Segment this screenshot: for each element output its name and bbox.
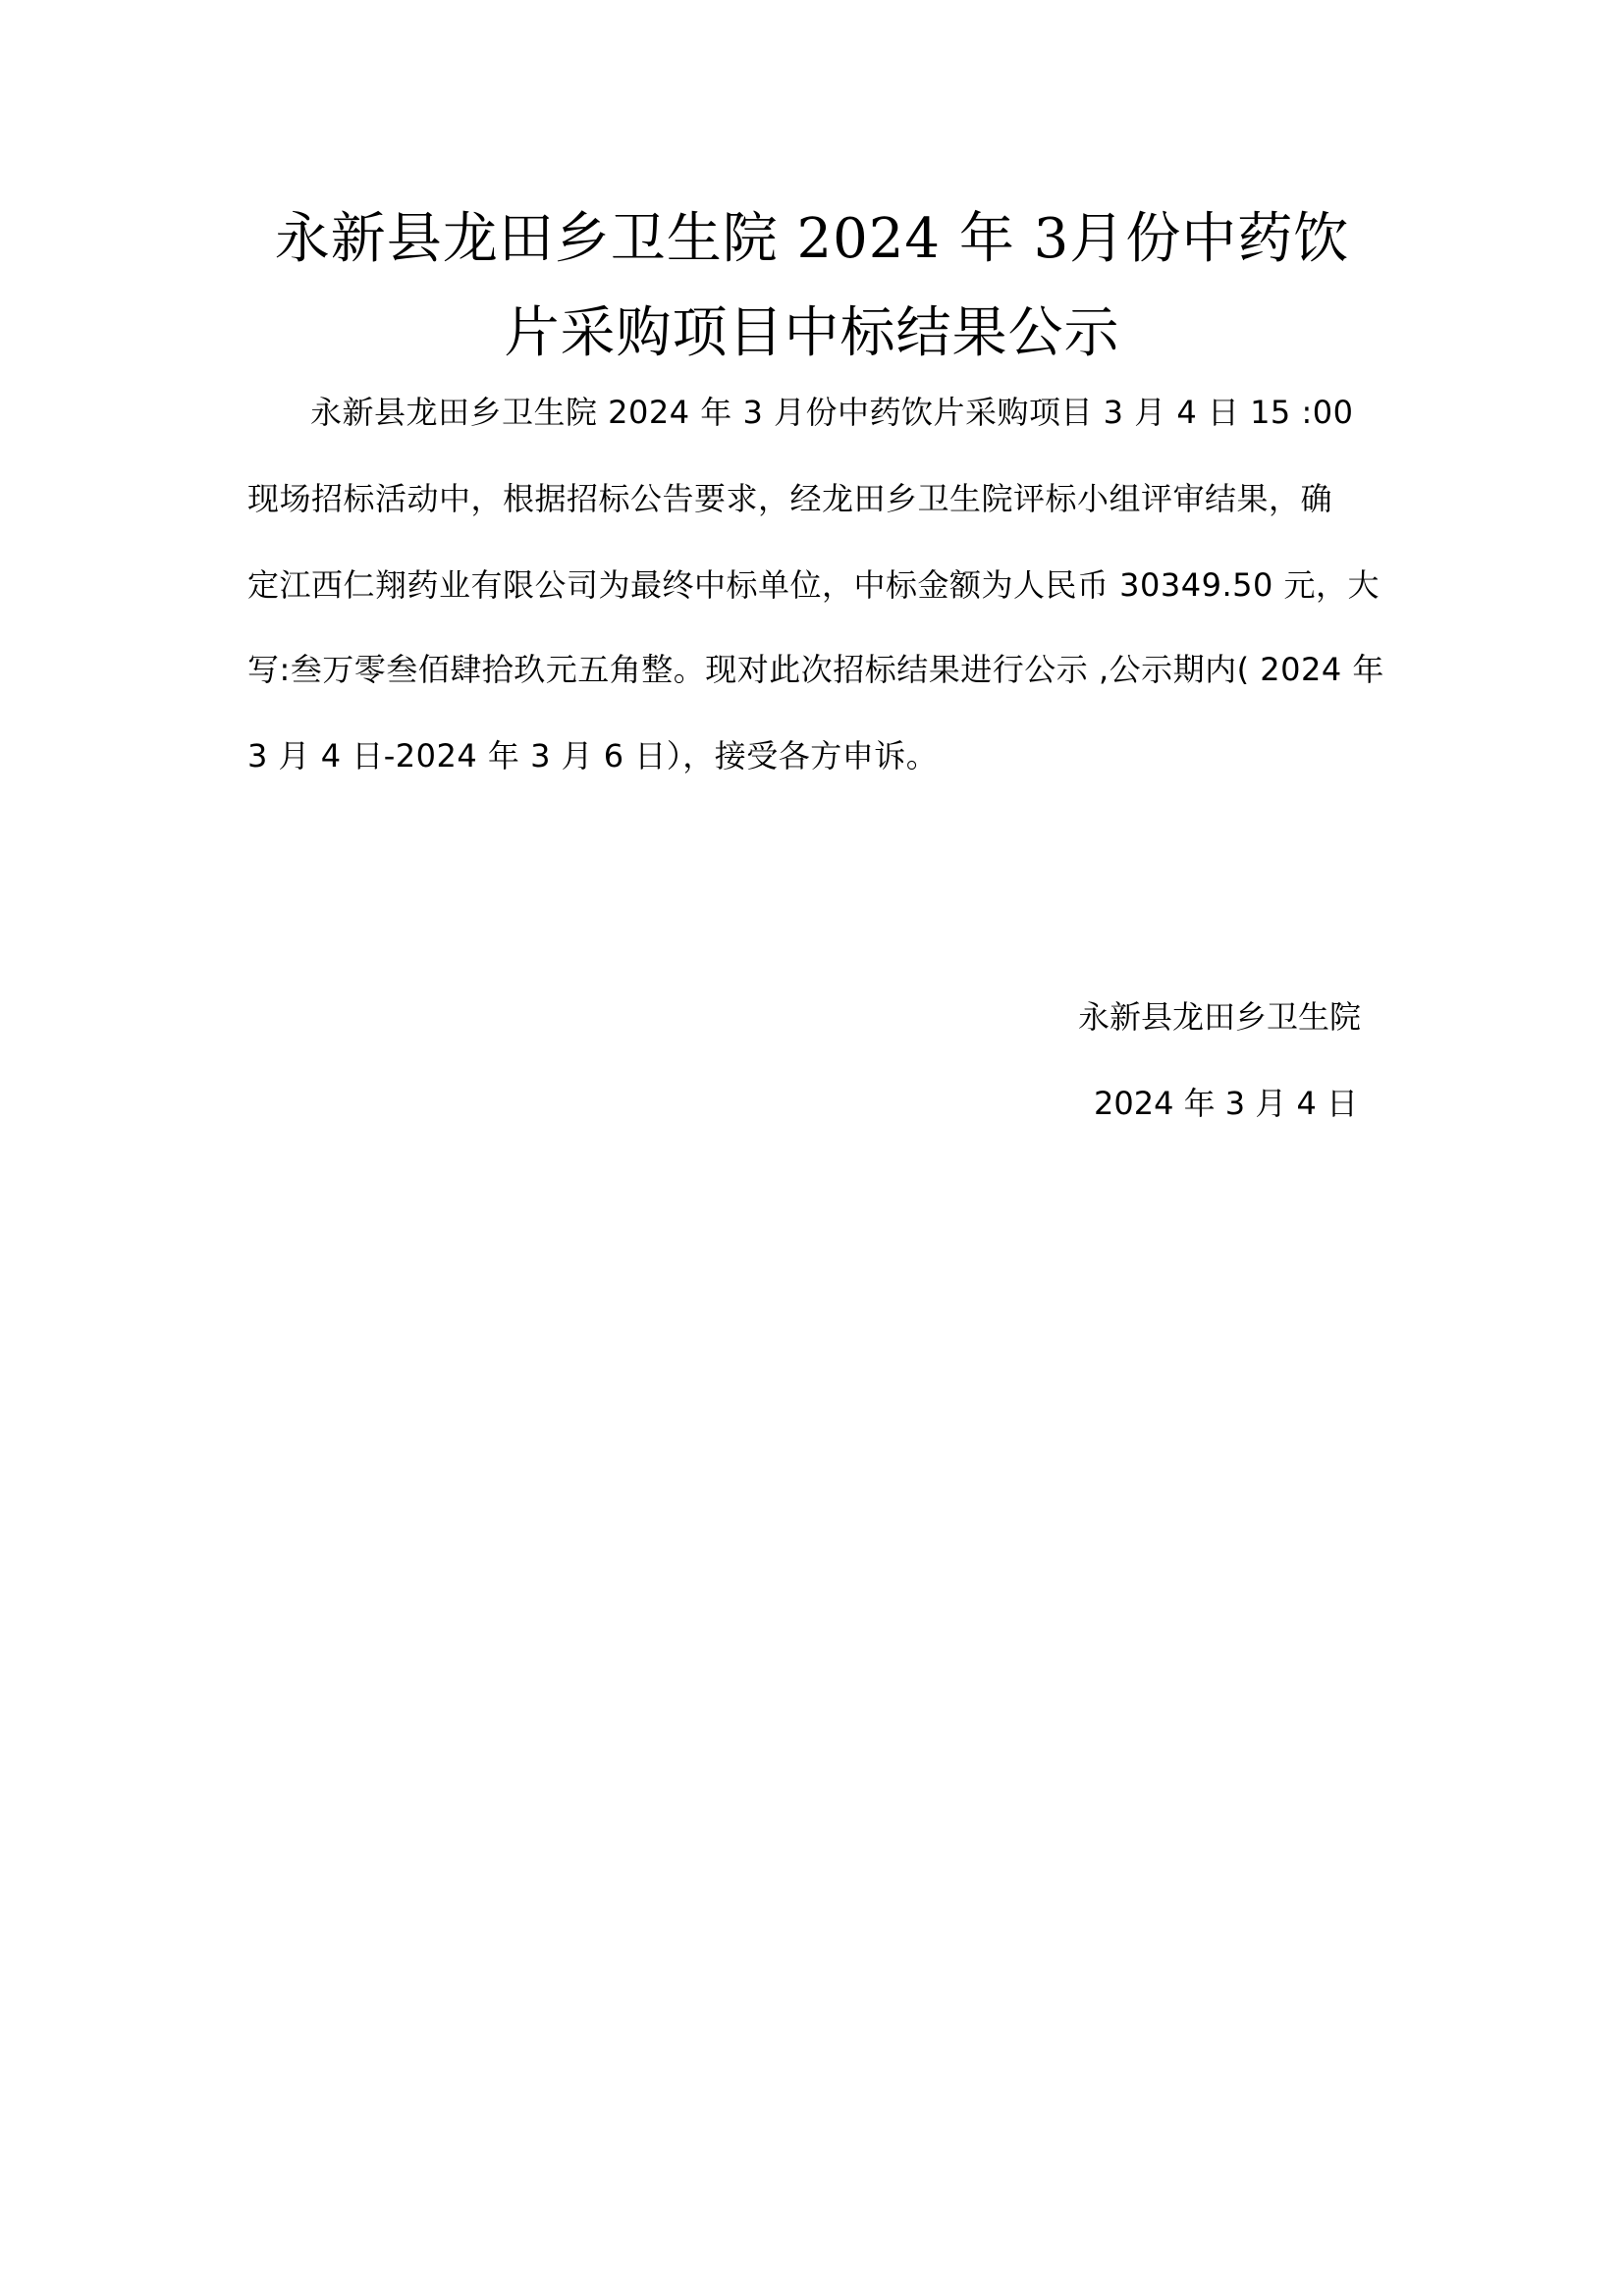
title-line-2: 片采购项目中标结果公示 [504, 301, 1120, 365]
signature-date: 2024 年 3 月 4 日 [1094, 1085, 1359, 1122]
signature-organization: 永新县龙田乡卫生院 [1078, 998, 1362, 1036]
body-line-2: 现场招标活动中，根据招标公告要求，经龙田乡卫生院评标小组评审结果，确 [247, 480, 1333, 517]
body-line-1: 永新县龙田乡卫生院 2024 年 3 月份中药饮片采购项目 3 月 4 日 15 :00 [310, 394, 1354, 431]
title-line-1: 永新县龙田乡卫生院 2024 年 3月份中药饮 [274, 207, 1350, 271]
body-line-3: 定江西仁翔药业有限公司为最终中标单位，中标金额为人民币 30349.50 元，大 [247, 566, 1380, 604]
body-line-4: 写:叁万零叁佰肆拾玖元五角整。现对此次招标结果进行公示 ,公示期内( 2024 年 [247, 651, 1384, 688]
body-line-5: 3 月 4 日-2024 年 3 月 6 日），接受各方申诉。 [247, 737, 939, 774]
document-title [196, 192, 1428, 381]
